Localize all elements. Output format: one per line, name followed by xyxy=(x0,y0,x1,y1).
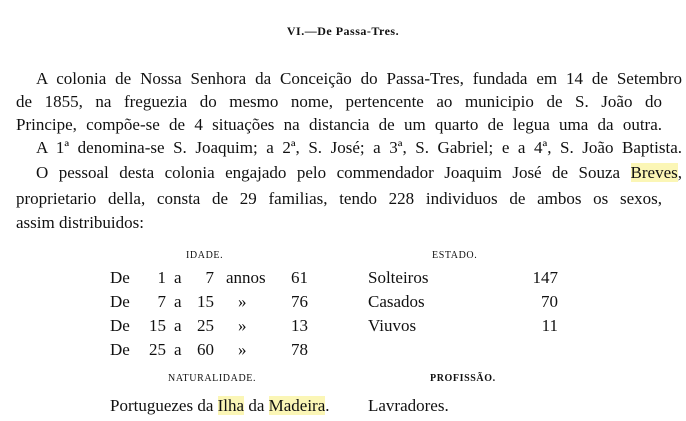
text-span: , xyxy=(677,163,682,182)
idade-table xyxy=(110,266,320,362)
cell-count: 11 xyxy=(541,316,558,335)
paragraph-line: proprietario della, consta de 29 familias, tendo 228 individuos de ambos os sexos, xyxy=(16,189,662,208)
naturalidade-value xyxy=(110,395,330,416)
profissao-value: Lavradores. xyxy=(368,396,449,415)
text-span: Portuguezes da xyxy=(110,396,218,415)
cell-to: 25 xyxy=(197,316,214,335)
paragraph-line xyxy=(16,162,682,183)
highlighted-word: Madeira xyxy=(268,396,326,415)
highlighted-word: Breves xyxy=(630,163,678,182)
cell-to: 60 xyxy=(197,340,214,359)
cell-label: Viuvos xyxy=(368,316,417,335)
cell-label: Casados xyxy=(368,292,425,311)
table-row xyxy=(110,266,320,290)
table-row xyxy=(110,290,320,314)
idade-header: IDADE. xyxy=(186,250,224,261)
profissao-header: PROFISSÃO. xyxy=(430,373,496,384)
cell-count: 147 xyxy=(532,268,558,287)
paragraph-line: A 1ª denomina-se S. Joaquim; a 2ª, S. José; a 3ª, S. Gabriel; e a 4ª, S. João Baptista. xyxy=(36,138,682,157)
cell-count: 70 xyxy=(541,292,558,311)
estado-header: ESTADO. xyxy=(432,250,478,261)
cell-from: 1 xyxy=(157,268,166,287)
paragraph-line: de 1855, na freguezia do mesmo nome, pertencente ao municipio de S. João do xyxy=(16,92,662,111)
highlighted-word: Ilha xyxy=(217,396,245,415)
table-row xyxy=(110,314,320,338)
cell-count: 61 xyxy=(291,268,308,287)
cell-from: 25 xyxy=(149,340,166,359)
table-row xyxy=(368,266,568,290)
cell-de: De xyxy=(110,292,130,311)
cell-count: 78 xyxy=(291,340,308,359)
cell-de: De xyxy=(110,340,130,359)
cell-count: 76 xyxy=(291,292,308,311)
cell-unit: » xyxy=(238,340,247,359)
table-row xyxy=(368,314,568,338)
cell-count: 13 xyxy=(291,316,308,335)
table-row xyxy=(110,338,320,362)
cell-unit: » xyxy=(238,316,247,335)
cell-de: De xyxy=(110,316,130,335)
cell-a: a xyxy=(174,316,182,335)
text-span: O pessoal desta colonia engajado pelo commendador Joaquim José de Souza xyxy=(36,163,631,182)
cell-unit: » xyxy=(238,292,247,311)
cell-a: a xyxy=(174,268,182,287)
section-heading: VI.—De Passa-Tres. xyxy=(286,24,400,38)
cell-a: a xyxy=(174,292,182,311)
cell-to: 15 xyxy=(197,292,214,311)
cell-from: 7 xyxy=(157,292,166,311)
cell-to: 7 xyxy=(205,268,214,287)
text-span: da xyxy=(244,396,269,415)
text-span: . xyxy=(325,396,330,415)
table-row xyxy=(368,290,568,314)
cell-from: 15 xyxy=(149,316,166,335)
paragraph-line: assim distribuidos: xyxy=(16,213,144,232)
paragraph-line: Principe, compõe-se de 4 situações na distancia de um quarto de legua uma da outra. xyxy=(16,115,662,134)
cell-unit: annos xyxy=(226,268,266,287)
paragraph-line: A colonia de Nossa Senhora da Conceição do Passa-Tres, fundada em 14 de Setembro xyxy=(36,69,682,88)
naturalidade-header: NATURALIDADE. xyxy=(168,373,257,384)
cell-label: Solteiros xyxy=(368,268,429,287)
cell-a: a xyxy=(174,340,182,359)
estado-table xyxy=(368,266,568,338)
cell-de: De xyxy=(110,268,130,287)
